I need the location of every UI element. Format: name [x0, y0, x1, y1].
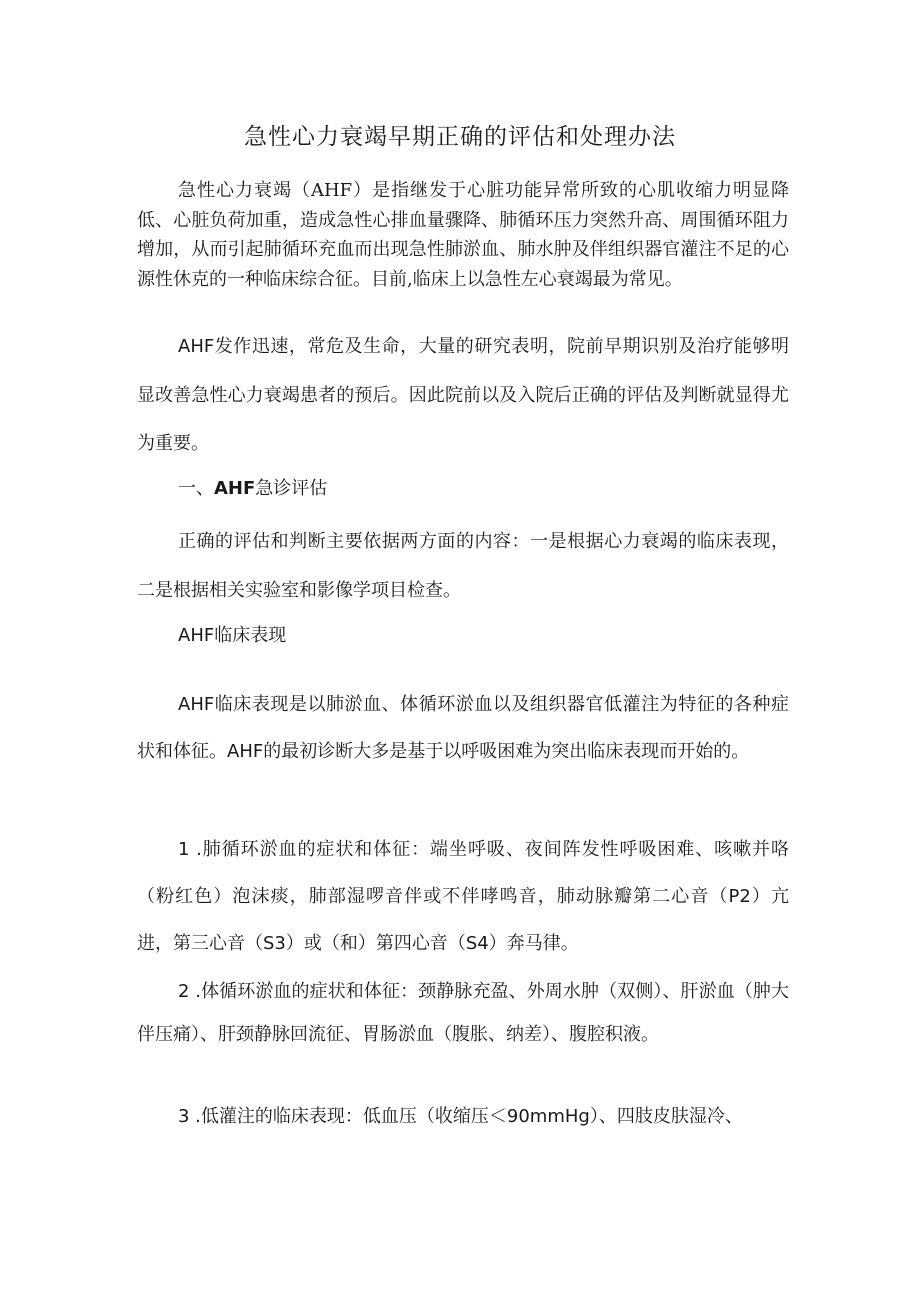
paragraph-ahf-onset: AHF发作迅速，常危及生命，大量的研究表明，院前早期识别及治疗能够明显改善急性心力衰竭患者的预后。因此院前以及入院后正确的评估及判断就显得尤为重要。	[137, 336, 789, 454]
list-item-pulmonary-congestion: 1 .肺循环淤血的症状和体征：端坐呼吸、夜间阵发性呼吸困难、咳嗽并咯（粉红色）泡沫痰，肺部湿啰音伴或不伴哮鸣音，肺动脉瓣第二心音（P2）亢进，第三心音（S3）或（和）第四心音（S4）奔马律。	[137, 839, 789, 954]
heading-prefix: 一、	[178, 478, 214, 499]
paragraph-assessment-basis: 正确的评估和判断主要依据两方面的内容：一是根据心力衰竭的临床表现，二是根据相关实验室和影像学项目检查。	[137, 531, 789, 601]
heading-suffix: 急诊评估	[255, 478, 328, 499]
list-item-systemic-congestion: 2 .体循环淤血的症状和体征：颈静脉充盈、外周水肿（双侧）、肝淤血（肿大伴压痛）、肝颈静脉回流征、胃肠淤血（腹胀、纳差）、腹腔积液。	[137, 981, 789, 1045]
intro-paragraph: 急性心力衰竭（AHF）是指继发于心脏功能异常所致的心肌收缩力明显降低、心脏负荷加重，造成急性心排血量骤降、肺循环压力突然升高、周围循环阻力增加，从而引起肺循环充血而出现急性肺淤血、肺水肿及伴组织器官灌注不足的心源性休克的一种临床综合征。目前,临床上以急性左心衰竭最为常见。	[137, 180, 789, 290]
section-heading-emergency-assessment	[137, 469, 789, 509]
heading-bold-ahf: AHF	[214, 478, 256, 499]
document-title: 急性心力衰竭早期正确的评估和处理办法	[244, 124, 676, 150]
list-item-hypoperfusion: 3 .低灌注的临床表现：低血压（收缩压＜90mmHg）、四肢皮肤湿冷、	[178, 1106, 743, 1127]
paragraph-clinical-features: AHF临床表现是以肺淤血、体循环淤血以及组织器官低灌注为特征的各种症状和体征。AHF的最初诊断大多是基于以呼吸困难为突出临床表现而开始的。	[137, 694, 789, 762]
subheading-clinical-manifestations: AHF临床表现	[178, 625, 287, 646]
